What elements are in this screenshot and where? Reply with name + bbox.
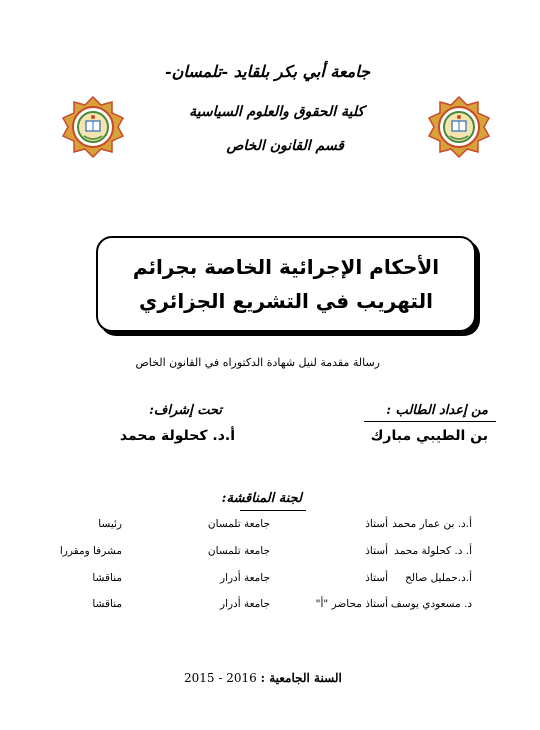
member-university: جامعة تلمسان	[207, 545, 270, 557]
committee-member-row	[0, 598, 540, 614]
academic-year-label: السنة الجامعية :	[260, 671, 342, 685]
committee-title-underline	[240, 510, 306, 511]
member-role: رئيسا	[98, 518, 122, 530]
member-name: أ. د. كحلولة محمد	[394, 545, 472, 557]
member-name: د. مسعودي يوسف	[390, 598, 472, 610]
student-label-underline	[364, 421, 496, 422]
supervisor-name: أ.د. كحلولة محمد	[119, 428, 235, 444]
thesis-title-line-1: الأحكام الإجرائية الخاصة بجرائم	[132, 255, 440, 279]
committee-member-row	[0, 518, 540, 534]
university-emblem-right-icon	[428, 96, 490, 158]
member-university: جامعة تلمسان	[207, 518, 270, 530]
student-label: من إعداد الطالب :	[386, 403, 488, 418]
thesis-title-line-2: التهريب في التشريع الجزائري	[139, 289, 433, 313]
member-name: أ.د. بن عمار محمد	[392, 518, 472, 530]
member-role: مشرفا ومقررا	[59, 545, 122, 557]
member-name: أ.د.حمليل صالح	[405, 572, 472, 584]
committee-member-row	[0, 572, 540, 588]
committee-member-row	[0, 545, 540, 561]
member-rank: أستاذ محاضر "أ"	[315, 598, 388, 610]
student-name: بن الطيبي مبارك	[370, 428, 488, 444]
member-rank: أستاذ	[365, 518, 388, 530]
member-rank: أستاذ	[365, 572, 388, 584]
university-name: جامعة أبي بكر بلقايد -تلمسان-	[164, 62, 370, 81]
member-university: جامعة أدرار	[220, 572, 270, 584]
member-university: جامعة أدرار	[220, 598, 270, 610]
academic-year	[184, 671, 342, 685]
thesis-subtitle: رسالة مقدمة لنيل شهادة الدكتوراه في القانون الخاص	[135, 356, 380, 369]
university-emblem-left-icon	[62, 96, 124, 158]
thesis-title-box	[96, 236, 476, 332]
committee-title: لجنة المناقشة:	[221, 491, 302, 506]
supervisor-label: تحت إشراف:	[149, 403, 222, 418]
department-name: قسم القانون الخاص	[226, 138, 344, 154]
academic-year-value: 2016 - 2015	[184, 671, 257, 685]
member-role: مناقشا	[92, 572, 122, 584]
member-role: مناقشا	[92, 598, 122, 610]
faculty-name: كلية الحقوق والعلوم السياسية	[189, 104, 364, 120]
member-rank: أستاذ	[365, 545, 388, 557]
